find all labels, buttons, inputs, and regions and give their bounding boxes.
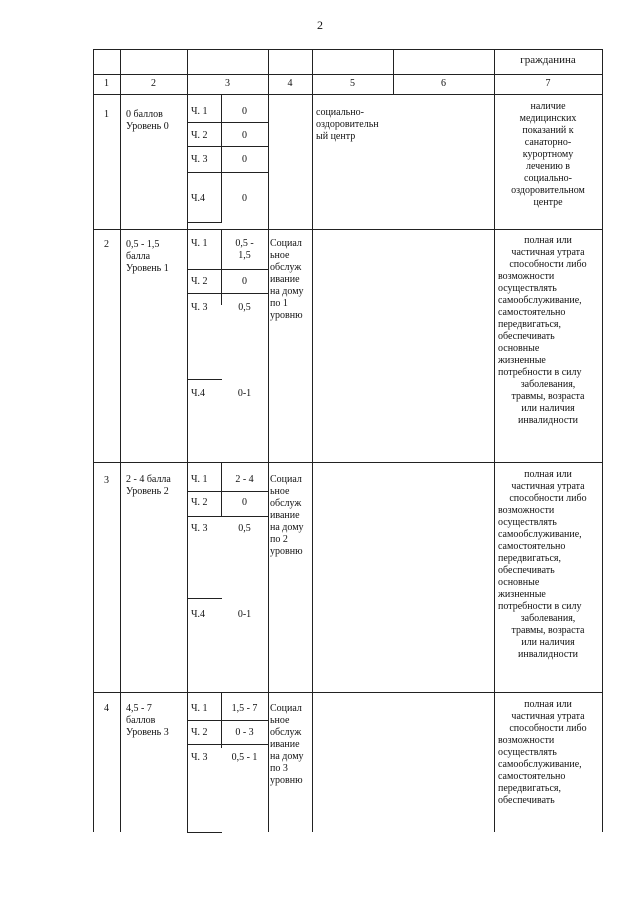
col-number-4: 4 bbox=[287, 78, 293, 89]
row-number: 2 bbox=[104, 239, 109, 250]
col7-line: потребности в силу bbox=[498, 367, 582, 378]
part-value: 0 bbox=[242, 276, 247, 287]
level-line: 0 баллов bbox=[126, 109, 163, 120]
col7-line: частичная утрата bbox=[511, 481, 585, 492]
level-line: 4,5 - 7 bbox=[126, 703, 152, 714]
form-line: Социал bbox=[270, 238, 302, 249]
part-label: Ч. 1 bbox=[191, 703, 208, 714]
level-line: Уровень 1 bbox=[126, 263, 169, 274]
form-line: обслуж bbox=[270, 727, 302, 738]
part-value: 1,5 bbox=[238, 250, 251, 261]
level-line: балла bbox=[126, 251, 151, 262]
level-line: Уровень 0 bbox=[126, 121, 169, 132]
form-line: ьное bbox=[270, 486, 290, 497]
level-line: Уровень 3 bbox=[126, 727, 169, 738]
form-line: ьное bbox=[270, 715, 290, 726]
col7-line: осуществлять bbox=[498, 517, 557, 528]
col7-line: полная или bbox=[524, 699, 572, 710]
form-line: Социал bbox=[270, 474, 302, 485]
part-label: Ч. 1 bbox=[191, 474, 208, 485]
part-label: Ч.4 bbox=[191, 193, 205, 204]
form-line: по 2 bbox=[270, 534, 288, 545]
part-value: 0 bbox=[242, 106, 247, 117]
col-number-7: 7 bbox=[545, 78, 551, 89]
col7-line: частичная утрата bbox=[511, 247, 585, 258]
part-value: 1,5 - 7 bbox=[231, 703, 258, 714]
part-value: 0,5 - 1 bbox=[231, 752, 258, 763]
form-line: обслуж bbox=[270, 498, 302, 509]
col7-line: основные bbox=[498, 343, 540, 354]
part-label: Ч.4 bbox=[191, 609, 205, 620]
col7-line: заболевания, bbox=[520, 379, 576, 390]
form-line: уровню bbox=[270, 310, 303, 321]
col7-line: способности либо bbox=[509, 259, 587, 270]
form-line: ивание bbox=[270, 274, 300, 285]
col7-line: инвалидности bbox=[517, 649, 578, 660]
col7-line: самостоятельно bbox=[498, 771, 566, 782]
col5-line: социально- bbox=[316, 107, 364, 118]
row-number: 4 bbox=[104, 703, 109, 714]
col7-line: обеспечивать bbox=[498, 565, 555, 576]
part-value: 0,5 - bbox=[235, 238, 254, 249]
header-top-right: гражданина bbox=[520, 54, 576, 66]
col7-line: социально- bbox=[524, 173, 572, 184]
form-line: ьное bbox=[270, 250, 290, 261]
part-value: 0 - 3 bbox=[235, 727, 254, 738]
form-line: уровню bbox=[270, 775, 303, 786]
form-line: уровню bbox=[270, 546, 303, 557]
col7-line: самообслуживание, bbox=[498, 529, 582, 540]
col7-line: передвигаться, bbox=[498, 553, 562, 564]
part-value: 0 bbox=[242, 130, 247, 141]
row-number: 3 bbox=[104, 475, 109, 486]
col7-line: самообслуживание, bbox=[498, 759, 582, 770]
col7-line: санаторно- bbox=[524, 137, 572, 148]
col7-line: обеспечивать bbox=[498, 795, 555, 806]
part-value: 0-1 bbox=[237, 388, 252, 399]
level-line: Уровень 2 bbox=[126, 486, 169, 497]
form-line: на дому bbox=[270, 751, 304, 762]
part-value: 0 bbox=[242, 193, 247, 204]
col7-line: травмы, возраста bbox=[511, 391, 585, 402]
part-label: Ч. 3 bbox=[191, 523, 208, 534]
col7-line: самообслуживание, bbox=[498, 295, 582, 306]
form-line: Социал bbox=[270, 703, 302, 714]
form-line: по 3 bbox=[270, 763, 288, 774]
form-line: на дому bbox=[270, 286, 304, 297]
form-line: ивание bbox=[270, 510, 300, 521]
part-label: Ч. 1 bbox=[191, 238, 208, 249]
col5-line: оздоровительн bbox=[316, 119, 379, 130]
row-number: 1 bbox=[104, 109, 109, 120]
col7-line: оздоровительном bbox=[511, 185, 585, 196]
col7-line: или наличия bbox=[521, 637, 575, 648]
col7-line: частичная утрата bbox=[511, 711, 585, 722]
col7-line: передвигаться, bbox=[498, 319, 562, 330]
col7-line: способности либо bbox=[509, 723, 587, 734]
col7-line: основные bbox=[498, 577, 540, 588]
col7-line: или наличия bbox=[521, 403, 575, 414]
col7-line: показаний к bbox=[522, 125, 574, 136]
col7-line: лечению в bbox=[525, 161, 571, 172]
part-label: Ч. 2 bbox=[191, 727, 208, 738]
part-value: 0 bbox=[242, 154, 247, 165]
form-line: по 1 bbox=[270, 298, 288, 309]
col7-line: инвалидности bbox=[517, 415, 578, 426]
col7-line: возможности bbox=[498, 735, 555, 746]
form-line: на дому bbox=[270, 522, 304, 533]
col7-line: возможности bbox=[498, 271, 555, 282]
part-label: Ч. 2 bbox=[191, 497, 208, 508]
col7-line: заболевания, bbox=[520, 613, 576, 624]
part-label: Ч. 3 bbox=[191, 752, 208, 763]
level-line: 0,5 - 1,5 bbox=[126, 239, 160, 250]
col-number-3: 3 bbox=[225, 78, 230, 89]
part-value: 0-1 bbox=[237, 609, 252, 620]
col7-line: передвигаться, bbox=[498, 783, 562, 794]
col7-line: полная или bbox=[524, 235, 572, 246]
col7-line: медицинских bbox=[519, 113, 577, 124]
page-number: 2 bbox=[317, 18, 323, 32]
level-line: баллов bbox=[126, 715, 156, 726]
col7-line: осуществлять bbox=[498, 283, 557, 294]
part-value: 0 bbox=[242, 497, 247, 508]
part-label: Ч. 2 bbox=[191, 276, 208, 287]
col7-line: травмы, возраста bbox=[511, 625, 585, 636]
col7-line: обеспечивать bbox=[498, 331, 555, 342]
part-value: 2 - 4 bbox=[235, 474, 254, 485]
form-line: обслуж bbox=[270, 262, 302, 273]
col7-line: возможности bbox=[498, 505, 555, 516]
part-value: 0,5 bbox=[238, 523, 251, 534]
col7-line: полная или bbox=[524, 469, 572, 480]
part-label: Ч.4 bbox=[191, 388, 205, 399]
col7-line: осуществлять bbox=[498, 747, 557, 758]
col7-line: жизненные bbox=[498, 589, 546, 600]
col-number-2: 2 bbox=[151, 78, 156, 89]
part-label: Ч. 3 bbox=[191, 302, 208, 313]
col-number-5: 5 bbox=[350, 78, 355, 89]
col7-line: потребности в силу bbox=[498, 601, 582, 612]
part-label: Ч. 2 bbox=[191, 130, 208, 141]
col7-line: жизненные bbox=[498, 355, 546, 366]
part-value: 0,5 bbox=[238, 302, 251, 313]
col-number-6: 6 bbox=[441, 78, 446, 89]
part-label: Ч. 1 bbox=[191, 106, 208, 117]
col5-line: ый центр bbox=[316, 131, 356, 142]
col7-line: курортному bbox=[522, 149, 574, 160]
level-line: 2 - 4 балла bbox=[126, 474, 171, 485]
col7-line: центре bbox=[533, 197, 563, 208]
part-label: Ч. 3 bbox=[191, 154, 208, 165]
form-line: ивание bbox=[270, 739, 300, 750]
col7-line: способности либо bbox=[509, 493, 587, 504]
col7-line: наличие bbox=[530, 101, 566, 112]
col7-line: самостоятельно bbox=[498, 307, 566, 318]
col-number-1: 1 bbox=[104, 78, 109, 89]
col7-line: самостоятельно bbox=[498, 541, 566, 552]
